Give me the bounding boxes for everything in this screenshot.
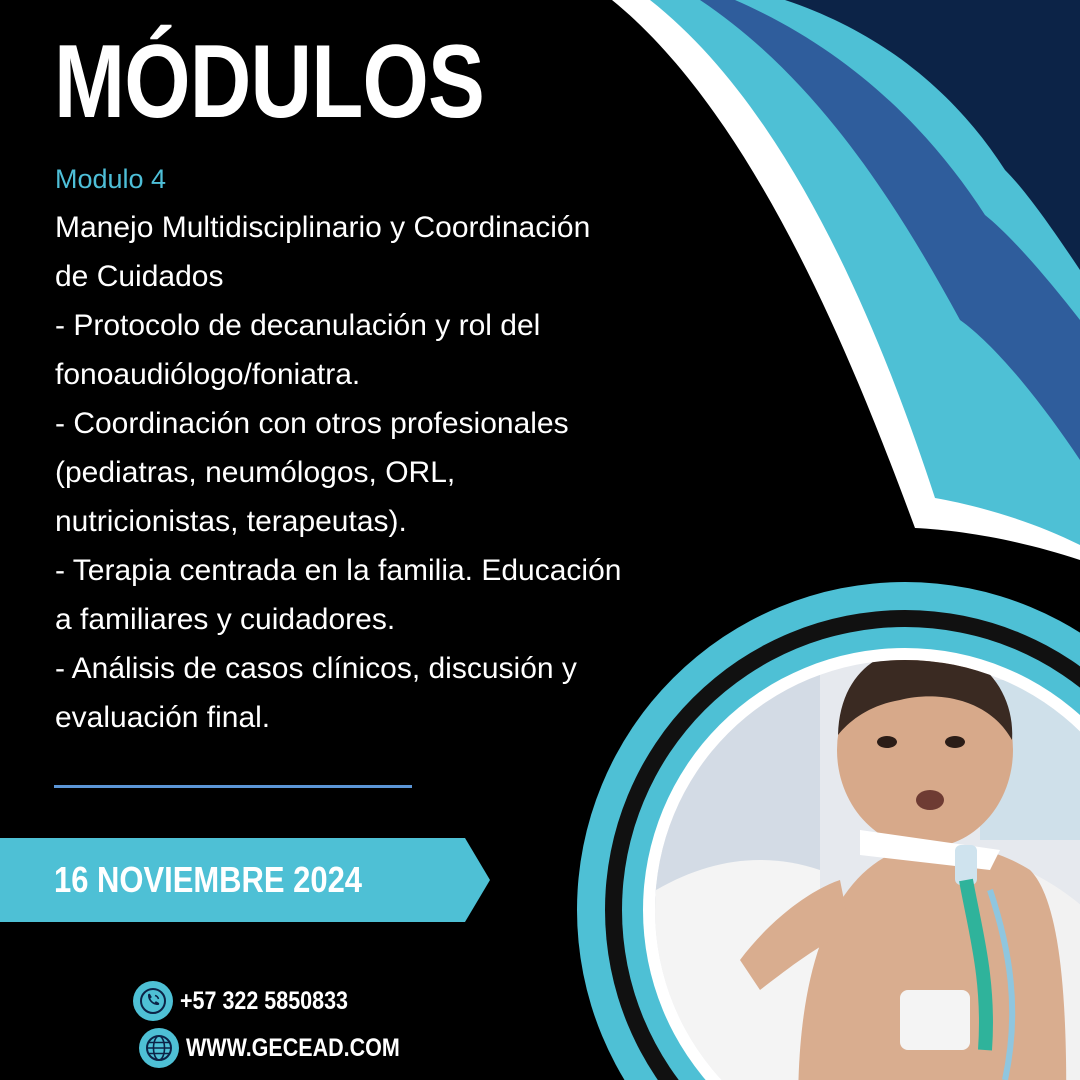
globe-icon: [139, 1028, 179, 1068]
content-line: Manejo Multidisciplinario y Coordinación: [55, 211, 591, 244]
phone-icon: [133, 981, 173, 1021]
content-line: - Protocolo de decanulación y rol del: [55, 309, 541, 342]
website-link[interactable]: WWW.GECEAD.COM: [186, 1034, 400, 1062]
content-line: (pediatras, neumólogos, ORL,: [55, 456, 456, 489]
event-date: 16 NOVIEMBRE 2024: [54, 859, 363, 900]
content-line: - Terapia centrada en la familia. Educación: [55, 554, 622, 587]
content-line: evaluación final.: [55, 701, 271, 734]
content-line: - Análisis de casos clínicos, discusión y: [55, 652, 577, 685]
page-title: MÓDULOS: [54, 24, 485, 140]
content-line: nutricionistas, terapeutas).: [55, 505, 407, 538]
module-content: [55, 203, 695, 742]
content-line: fonoaudiólogo/foniatra.: [55, 358, 361, 391]
content-line: a familiares y cuidadores.: [55, 603, 396, 636]
content-line: - Coordinación con otros profesionales: [55, 407, 569, 440]
divider-line: [54, 785, 412, 788]
module-label: Modulo 4: [55, 164, 167, 194]
phone-number[interactable]: +57 322 5850833: [180, 987, 348, 1015]
content-line: de Cuidados: [55, 260, 224, 293]
